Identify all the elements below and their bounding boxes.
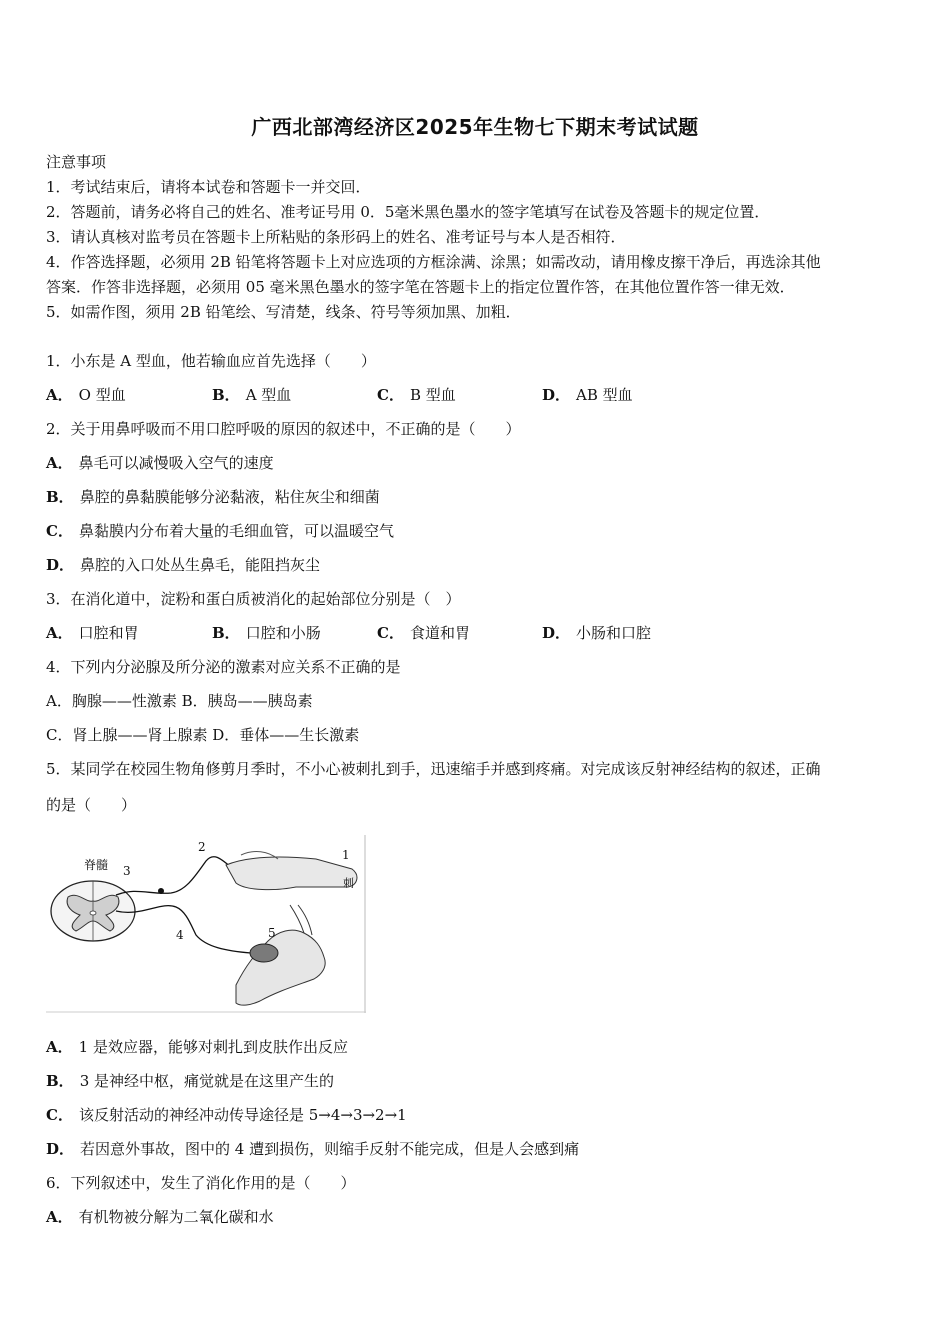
label-5: 5	[268, 926, 276, 940]
question-3-stem: 3．在消化道中，淀粉和蛋白质被消化的起始部位分别是（ ）	[46, 590, 461, 608]
label-4: 4	[176, 928, 184, 942]
question-1-options	[46, 385, 906, 405]
option-c[interactable]: C． 鼻黏膜内分布着大量的毛细血管，可以温暖空气	[46, 522, 394, 540]
question-4-options-row2[interactable]: C．肾上腺——肾上腺素 D．垂体——生长激素	[46, 726, 360, 744]
question-3-options	[46, 623, 906, 643]
label-3: 3	[123, 864, 131, 878]
option-d[interactable]: D． AB 型血	[542, 386, 633, 404]
label-2: 2	[198, 840, 206, 854]
question-4-options-row1[interactable]: A．胸腺——性激素 B．胰岛——胰岛素	[46, 692, 313, 710]
notice-item: 5．如需作图，须用 2B 铅笔绘、写清楚，线条、符号等须加黑、加粗．	[46, 303, 521, 321]
question-5-stem: 5．某同学在校园生物角修剪月季时，不小心被刺扎到手，迅速缩手并感到疼痛。对完成该反射神经结构的叙述，正确	[46, 760, 821, 778]
question-4-stem: 4．下列内分泌腺及所分泌的激素对应关系不正确的是	[46, 658, 401, 676]
option-a[interactable]: A． 口腔和胃	[46, 624, 139, 642]
option-c[interactable]: C． 食道和胃	[377, 624, 470, 642]
option-a[interactable]: A． 有机物被分解为二氧化碳和水	[46, 1208, 274, 1226]
option-c[interactable]: C． 该反射活动的神经冲动传导途径是 5→4→3→2→1	[46, 1106, 407, 1124]
label-spinal-cord: 脊髓	[84, 858, 109, 872]
option-b[interactable]: B． 鼻腔的鼻黏膜能够分泌黏液，粘住灰尘和细菌	[46, 488, 380, 506]
label-1: 1	[342, 848, 350, 862]
option-d[interactable]: D． 鼻腔的入口处丛生鼻毛，能阻挡灰尘	[46, 556, 321, 574]
notice-item: 4．作答选择题，必须用 2B 铅笔将答题卡上对应选项的方框涂满、涂黑；如需改动，请用橡皮擦干净后，再选涂其他	[46, 253, 821, 271]
option-c[interactable]: C． B 型血	[377, 386, 456, 404]
notice-item: 3．请认真核对监考员在答题卡上所粘贴的条形码上的姓名、准考证号与本人是否相符．	[46, 228, 626, 246]
option-b[interactable]: B． 口腔和小肠	[212, 624, 321, 642]
option-b[interactable]: B． 3 是神经中枢，痛觉就是在这里产生的	[46, 1072, 335, 1090]
question-6-stem: 6．下列叙述中，发生了消化作用的是（ ）	[46, 1174, 356, 1192]
option-a[interactable]: A． 鼻毛可以减慢吸入空气的速度	[46, 454, 274, 472]
label-thorn: 刺	[341, 877, 355, 888]
option-a[interactable]: A． O 型血	[46, 386, 126, 404]
option-d[interactable]: D． 若因意外事故，图中的 4 遭到损伤，则缩手反射不能完成，但是人会感到痛	[46, 1140, 580, 1158]
option-b[interactable]: B． A 型血	[212, 386, 292, 404]
notice-item: 2．答题前，请务必将自己的姓名、准考证号用 0．5毫米黑色墨水的签字笔填写在试卷及答题卡的规定位置．	[46, 203, 770, 221]
notice-item: 1．考试结束后，请将本试卷和答题卡一并交回．	[46, 178, 371, 196]
option-d[interactable]: D． 小肠和口腔	[542, 624, 652, 642]
question-2-stem: 2．关于用鼻呼吸而不用口腔呼吸的原因的叙述中，不正确的是（ ）	[46, 420, 521, 438]
notice-item: 答案．作答非选择题，必须用 05 毫米黑色墨水的签字笔在答题卡上的指定位置作答，在其他位置作答一律无效．	[46, 278, 795, 296]
page-title: 广西北部湾经济区2025年生物七下期末考试试题	[251, 115, 699, 139]
reflex-arc-figure	[46, 835, 366, 1013]
question-5-stem-cont: 的是（ ）	[46, 796, 137, 814]
question-1-stem: 1．小东是 A 型血，他若输血应首先选择（ ）	[46, 352, 376, 370]
reflex-arc-illustration	[46, 835, 366, 1013]
option-a[interactable]: A． 1 是效应器，能够对刺扎到皮肤作出反应	[46, 1038, 348, 1056]
notice-heading: 注意事项	[46, 153, 107, 171]
